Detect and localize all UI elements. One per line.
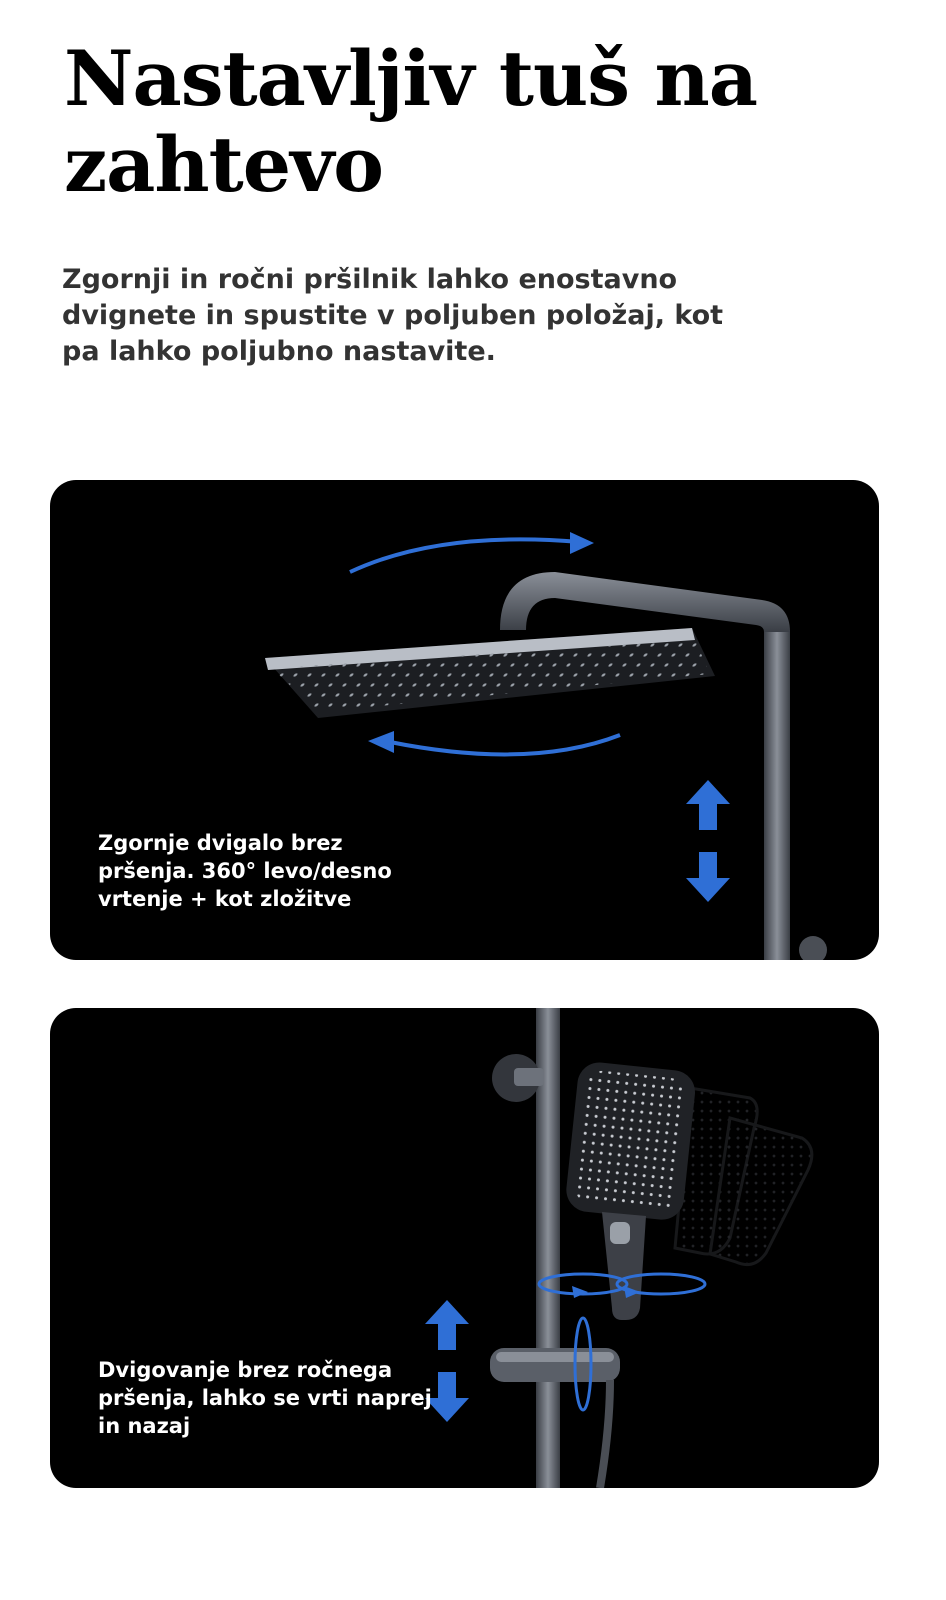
up-arrow-icon: [686, 780, 730, 830]
hand-shower-caption: Dvigovanje brez ročnega pršenja, lahko se vrti naprej in nazaj: [98, 1358, 432, 1438]
up-arrow-icon: [425, 1300, 469, 1350]
rain-shower-panel: [50, 480, 879, 960]
rain-shower-caption: Zgornje dvigalo brez pršenja. 360° levo/desno vrtenje + kot zložitve: [98, 831, 392, 911]
down-arrow-icon: [686, 852, 730, 902]
page-subtitle: Zgornji in ročni pršilnik lahko enostavno dvignete in spustite v poljuben položaj, kot pa lahko poljubno nastavite.: [62, 264, 724, 367]
hand-shower-panel: [50, 1008, 879, 1488]
page-title: Nastavljiv tuš na zahtevo: [64, 34, 757, 209]
